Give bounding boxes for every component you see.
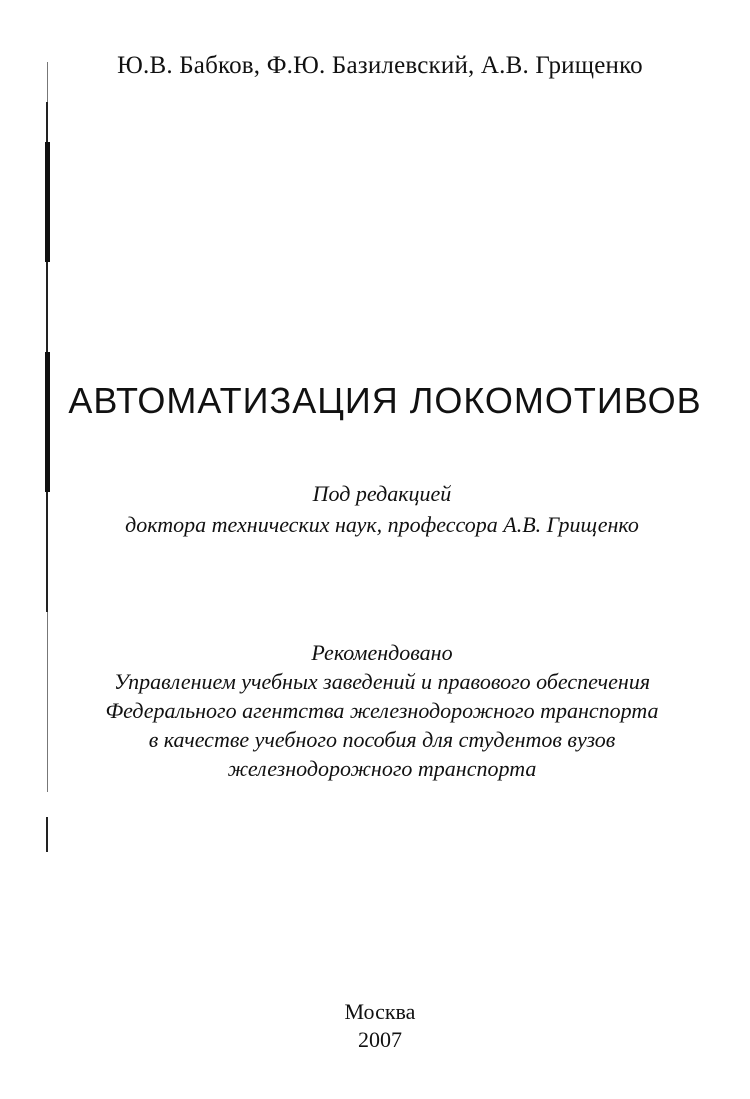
editor-line-1: Под редакцией <box>312 481 452 506</box>
imprint <box>0 998 750 1054</box>
recommendation-note <box>0 638 750 783</box>
editor-line-2: доктора технических наук, профессора А.В. Грищенко <box>125 512 639 537</box>
recommendation-line-2: Управлением учебных заведений и правового обеспечения <box>113 669 651 694</box>
authors: Ю.В. Бабков, Ф.Ю. Базилевский, А.В. Грищенко <box>117 52 643 79</box>
editor-note <box>0 478 750 540</box>
recommendation-line-4: в качестве учебного пособия для студентов вузов <box>148 727 616 752</box>
book-title: АВТОМАТИЗАЦИЯ ЛОКОМОТИВОВ <box>68 380 702 421</box>
recommendation-line-3: Федерального агентства железнодорожного транспорта <box>105 698 659 723</box>
recommendation-line-1: Рекомендовано <box>311 640 453 665</box>
imprint-city: Москва <box>344 999 416 1024</box>
imprint-year: 2007 <box>358 1027 402 1052</box>
recommendation-line-5: железнодорожного транспорта <box>227 756 537 781</box>
